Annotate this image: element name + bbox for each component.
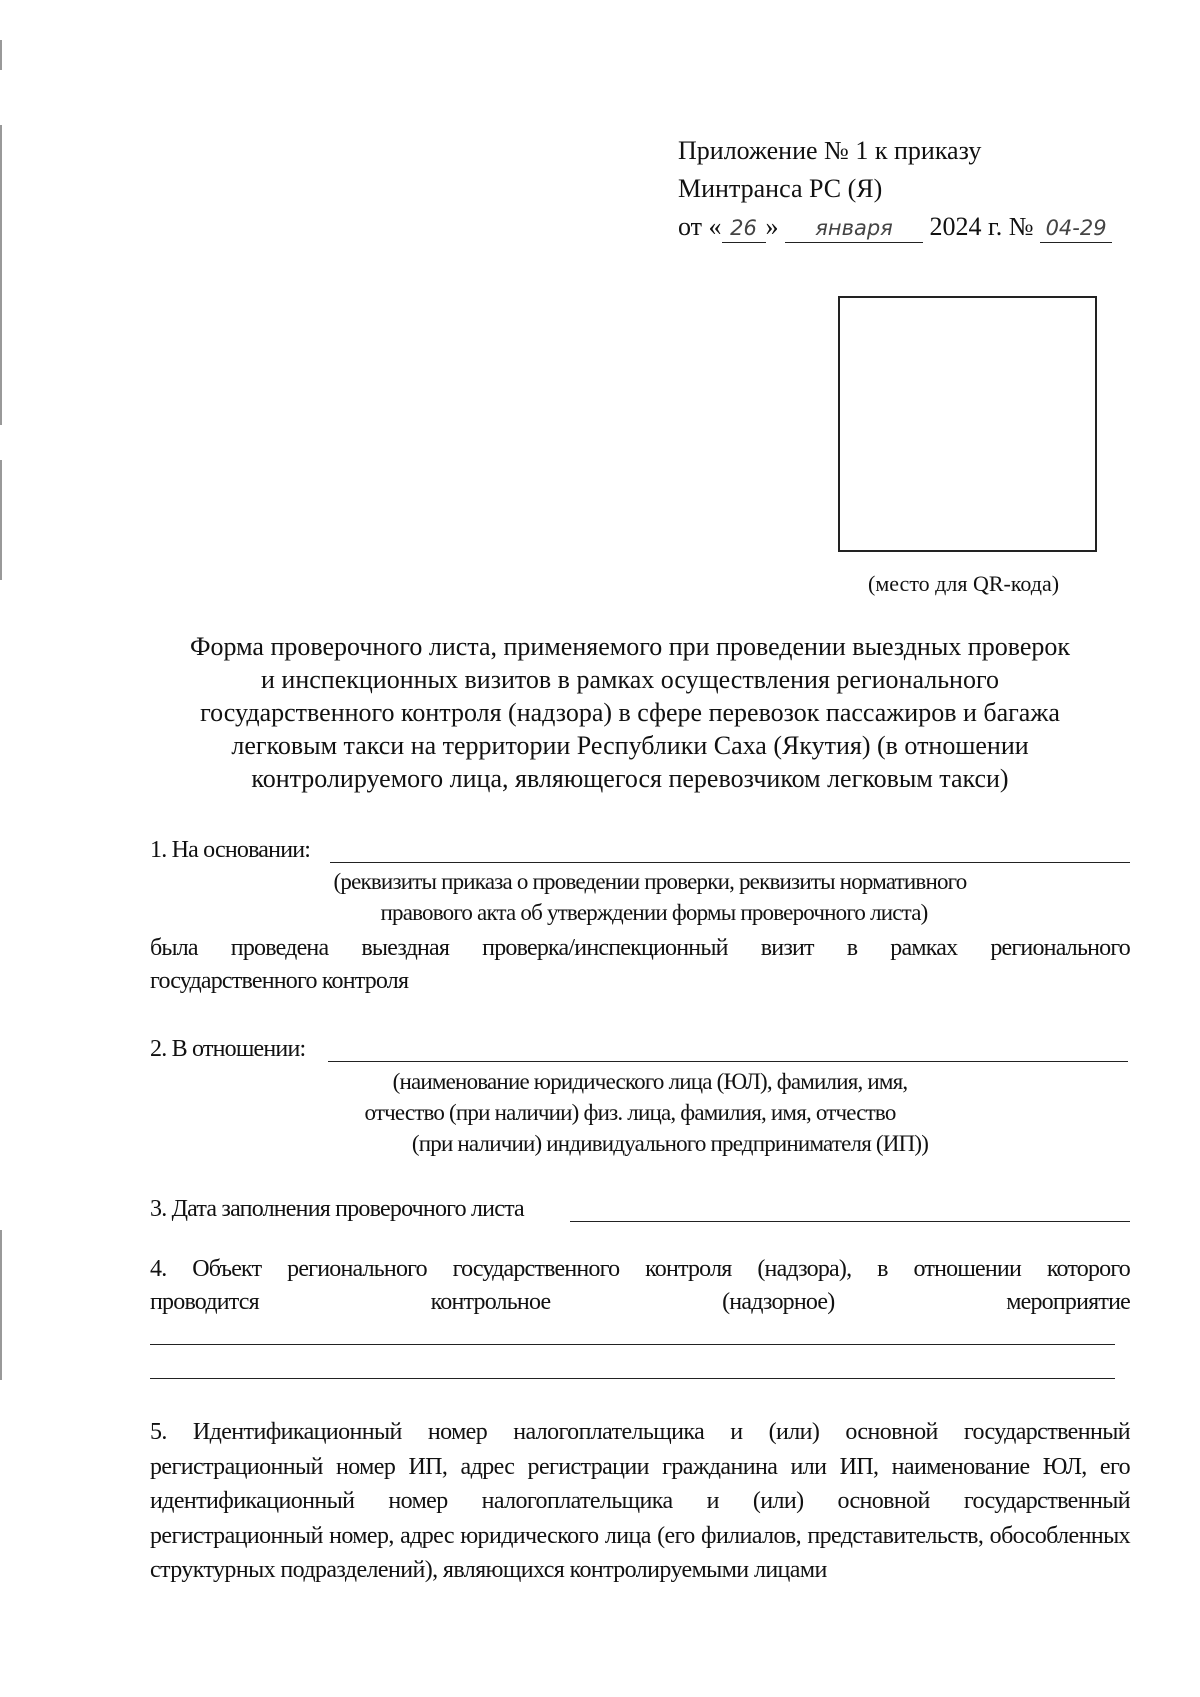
section-4-text-line-2: проводится контрольное (надзорное) мероприятие (150, 1289, 1130, 1315)
section-4-text-line-1: 4. Объект регионального государственного контроля (надзора), в отношении которого (150, 1256, 1130, 1282)
section-2-fill-line (328, 1061, 1128, 1062)
scan-edge-mark (0, 125, 2, 425)
form-title (130, 630, 1130, 795)
title-line: контролируемого лица, являющегося перевозчиком легковым такси) (251, 764, 1009, 793)
date-prefix: от « (678, 212, 722, 241)
section-2-caption (250, 1066, 1050, 1159)
caption-line: отчество (при наличии) физ. лица, фамилия, имя, отчество (364, 1100, 896, 1125)
scan-edge-mark (0, 40, 2, 70)
section-2-label: 2. В отношении: (150, 1036, 306, 1062)
date-month-handwritten: января (785, 214, 923, 243)
header-line-2: Минтранса РС (Я) (678, 174, 883, 203)
section-1-text-line-1: была проведена выездная проверка/инспекционный визит в рамках регионального (150, 935, 1130, 961)
section-3-label: 3. Дата заполнения проверочного листа (150, 1196, 524, 1222)
date-quote-close: » (765, 212, 779, 241)
title-line: государственного контроля (надзора) в сфере перевозок пассажиров и багажа (200, 698, 1060, 727)
title-line: и инспекционных визитов в рамках осуществления регионального (261, 665, 999, 694)
caption-line: правового акта об утверждении формы проверочного листа) (380, 900, 928, 925)
qr-code-caption: (место для QR-кода) (868, 571, 1060, 596)
qr-code-placeholder-box (838, 296, 1097, 552)
header-line-1: Приложение № 1 к приказу (678, 136, 982, 165)
scan-edge-mark (0, 460, 2, 580)
date-year-label: 2024 г. № (929, 212, 1034, 241)
title-line: легковым такси на территории Республики Саха (Якутия) (в отношении (231, 731, 1029, 760)
section-5-text: 5. Идентификационный номер налогоплательщика и (или) основной государственный регистрационный номер ИП, адрес регистрации гражданина или ИП, наименование ЮЛ, его идентификационный номер налогоплательщика и (или) основной государственный регистрационный номер, адрес юридического лица (его филиалов, представительств, обособленных структурных подразделений), являющихся контролируемыми лицами (150, 1419, 1130, 1583)
caption-line: (реквизиты приказа о проведении проверки, реквизиты нормативного (333, 869, 967, 894)
caption-line: (при наличии) индивидуального предпринимателя (ИП)) (411, 1131, 929, 1156)
section-4-fill-line-2 (150, 1378, 1115, 1379)
caption-line: (наименование юридического лица (ЮЛ), фамилия, имя, (392, 1069, 908, 1094)
header-date-line (678, 208, 1112, 246)
scan-edge-mark (0, 1230, 2, 1380)
date-day-handwritten: 26 (722, 214, 766, 243)
section-1-caption (200, 866, 1100, 928)
section-4-fill-line-1 (150, 1344, 1115, 1345)
title-line: Форма проверочного листа, применяемого при проведении выездных проверок (189, 632, 1071, 661)
order-reference-header (678, 132, 1112, 246)
order-number-handwritten: 04-29 (1040, 214, 1112, 243)
section-3-fill-line (570, 1221, 1130, 1222)
section-1-fill-line (330, 862, 1130, 863)
section-1-text-line-2: государственного контроля (150, 968, 409, 994)
section-1-label: 1. На основании: (150, 837, 311, 863)
